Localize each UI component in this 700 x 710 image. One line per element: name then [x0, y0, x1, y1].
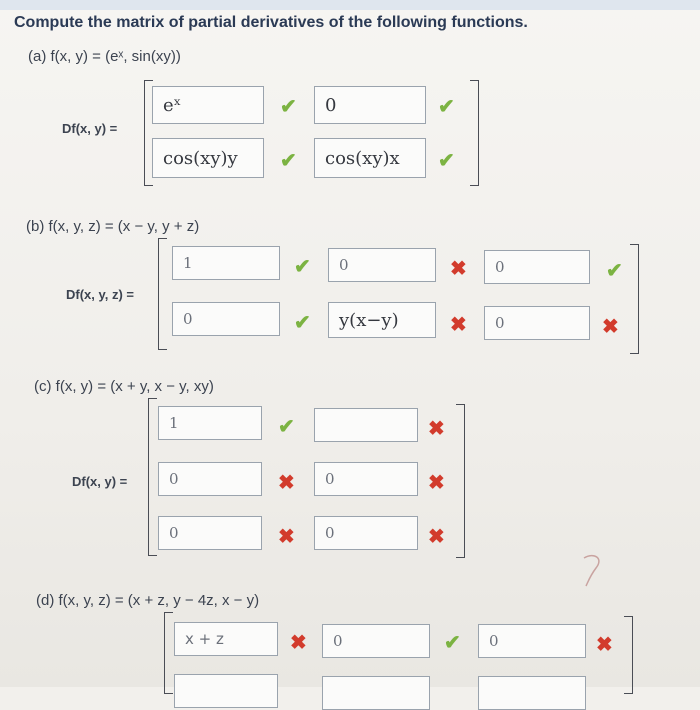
cross-icon: ✖ [596, 634, 613, 656]
part-a-cell-1-2[interactable]: 0 [314, 86, 426, 124]
part-d-cell-2-3[interactable] [478, 676, 586, 710]
part-c-cell-3-2[interactable]: 0 [314, 516, 418, 550]
check-icon: ✔ [278, 416, 295, 438]
check-icon: ✔ [294, 256, 311, 278]
part-b-cell-2-3[interactable]: 0 [484, 306, 590, 340]
cross-icon: ✖ [450, 258, 467, 280]
part-d-cell-2-2[interactable] [322, 676, 430, 710]
part-c-cell-2-2[interactable]: 0 [314, 462, 418, 496]
check-icon: ✔ [280, 150, 297, 172]
part-d-cell-1-3[interactable]: 0 [478, 624, 586, 658]
pencil-doodle-mark [578, 550, 608, 590]
part-b-cell-2-1[interactable]: 0 [172, 302, 280, 336]
check-icon: ✔ [294, 312, 311, 334]
check-icon: ✔ [438, 96, 455, 118]
cross-icon: ✖ [450, 314, 467, 336]
part-a-df-label: Df(x, y) = [62, 121, 118, 136]
part-b-df-label: Df(x, y, z) = [66, 287, 135, 302]
part-a-label: (a) f(x, y) = (eˣ, sin(xy)) [28, 48, 181, 65]
cross-icon: ✖ [278, 472, 295, 494]
cross-icon: ✖ [602, 316, 619, 338]
part-d-label: (d) f(x, y, z) = (x + z, y − 4z, x − y) [36, 592, 260, 609]
part-d-cell-1-2[interactable]: 0 [322, 624, 430, 658]
part-c-cell-2-1[interactable]: 0 [158, 462, 262, 496]
part-a-cell-1-1[interactable]: eˣ [152, 86, 264, 124]
part-b-left-bracket [158, 238, 167, 350]
check-icon: ✔ [444, 632, 461, 654]
part-a-right-bracket [470, 80, 479, 186]
part-b-cell-1-3[interactable]: 0 [484, 250, 590, 284]
part-a-cell-2-1[interactable]: cos(xy)y [152, 138, 264, 178]
check-icon: ✔ [606, 260, 623, 282]
top-bar [0, 0, 700, 10]
part-c-right-bracket [456, 404, 465, 558]
cross-icon: ✖ [428, 472, 445, 494]
cross-icon: ✖ [290, 632, 307, 654]
part-d-right-bracket [624, 616, 633, 694]
part-b-cell-2-2[interactable]: y(x−y) [328, 302, 436, 338]
part-c-df-label: Df(x, y) = [72, 474, 128, 489]
part-a-cell-2-2[interactable]: cos(xy)x [314, 138, 426, 178]
part-d-cell-1-1[interactable]: x + z [174, 622, 278, 656]
part-b-cell-1-1[interactable]: 1 [172, 246, 280, 280]
part-b-label: (b) f(x, y, z) = (x − y, y + z) [26, 218, 200, 235]
question-heading: Compute the matrix of partial derivatives of the following functions. [14, 14, 528, 31]
check-icon: ✔ [280, 96, 297, 118]
part-d-cell-2-1[interactable] [174, 674, 278, 708]
cross-icon: ✖ [428, 418, 445, 440]
cross-icon: ✖ [278, 526, 295, 548]
part-c-label: (c) f(x, y) = (x + y, x − y, xy) [34, 378, 214, 395]
part-c-cell-1-1[interactable]: 1 [158, 406, 262, 440]
check-icon: ✔ [438, 150, 455, 172]
part-c-left-bracket [148, 398, 157, 556]
part-d-left-bracket [164, 612, 173, 694]
part-c-cell-1-2[interactable] [314, 408, 418, 442]
part-c-cell-3-1[interactable]: 0 [158, 516, 262, 550]
cross-icon: ✖ [428, 526, 445, 548]
part-b-right-bracket [630, 244, 639, 354]
part-b-cell-1-2[interactable]: 0 [328, 248, 436, 282]
